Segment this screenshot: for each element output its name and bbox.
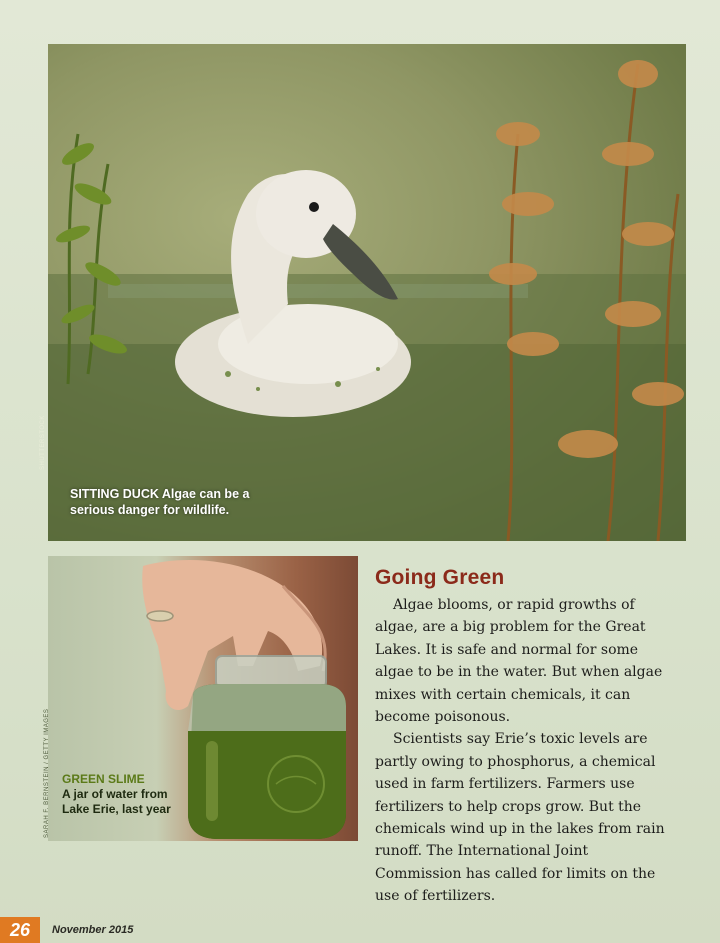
- page-number: 26: [0, 917, 40, 943]
- article-paragraph: Scientists say Erie’s toxic levels are partly owing to phosphorus, a chemical used in farm fertilizers. Farmers use fertilizers to help crops grow. But the chemicals wind up in the lakes from rain runoff. The International Joint Commission has called for limits on the use of fertilizers.: [375, 731, 665, 905]
- issue-date: November 2015: [52, 924, 134, 936]
- caption-lead: SITTING DUCK: [70, 487, 159, 501]
- cygnet-illustration: [48, 44, 686, 541]
- jar-caption: [62, 772, 177, 817]
- caption-text: Algae can be a serious danger for wildlife.: [70, 487, 250, 517]
- photo-credit: SHUTTERSTOCK: [40, 415, 46, 470]
- caption-text: A jar of water from Lake Erie, last year: [62, 787, 171, 816]
- article-paragraph: Algae blooms, or rapid growths of algae, are a big problem for the Great Lakes. It is safe and normal for some algae to be in the water. But when algae mixes with certain chemicals, it can become poisonous.: [375, 597, 663, 726]
- photo-credit: SARAH F. BERNSTEIN / GETTY IMAGES: [44, 708, 50, 838]
- caption-lead: GREEN SLIME: [62, 772, 145, 786]
- cygnet-caption: [70, 486, 290, 518]
- article-headline: Going Green: [375, 566, 505, 589]
- article: [375, 566, 675, 908]
- cygnet-photo: [48, 44, 686, 541]
